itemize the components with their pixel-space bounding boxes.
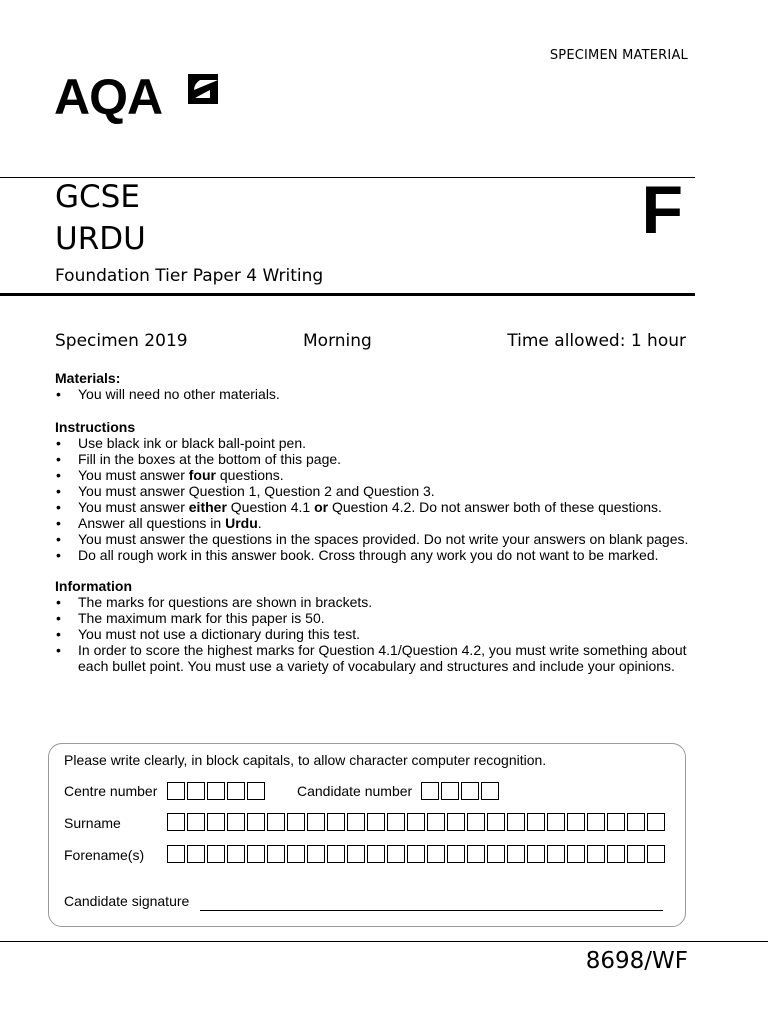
candidate-number-label: Candidate number — [297, 783, 413, 799]
input-cell[interactable] — [347, 845, 365, 863]
qualification-title: GCSE — [55, 179, 140, 215]
materials-list — [55, 386, 715, 402]
input-cell[interactable] — [227, 782, 245, 800]
input-cell[interactable] — [567, 845, 585, 863]
tier-letter: F — [641, 172, 683, 248]
list-item: • You will need no other materials. — [55, 386, 715, 402]
time-of-day: Morning — [303, 331, 372, 351]
input-cell[interactable] — [327, 845, 345, 863]
surname-label: Surname — [64, 815, 121, 831]
input-cell[interactable] — [427, 813, 445, 831]
aqa-swoosh-icon — [184, 74, 218, 104]
header-rule — [0, 177, 695, 178]
input-cell[interactable] — [167, 782, 185, 800]
input-cell[interactable] — [187, 782, 205, 800]
candidate-number-field[interactable] — [421, 782, 501, 800]
input-cell[interactable] — [407, 845, 425, 863]
input-cell[interactable] — [307, 813, 325, 831]
list-item: • The marks for questions are shown in brackets. — [55, 594, 715, 610]
input-cell[interactable] — [527, 845, 545, 863]
list-item: • In order to score the highest marks for Question 4.1/Question 4.2, you must write something about each bullet point. You must use a variety of vocabulary and structures and include your opinions. — [55, 642, 715, 674]
input-cell[interactable] — [507, 813, 525, 831]
centre-number-label: Centre number — [64, 783, 158, 799]
input-cell[interactable] — [607, 845, 625, 863]
input-cell[interactable] — [207, 782, 225, 800]
instructions-list — [55, 435, 715, 563]
input-cell[interactable] — [227, 813, 245, 831]
input-cell[interactable] — [467, 845, 485, 863]
centre-number-field[interactable] — [167, 782, 267, 800]
list-item: • Do all rough work in this answer book. Cross through any work you do not want to be marked. — [55, 547, 715, 563]
input-cell[interactable] — [567, 813, 585, 831]
input-cell[interactable] — [287, 813, 305, 831]
input-cell[interactable] — [421, 782, 439, 800]
input-cell[interactable] — [187, 813, 205, 831]
information-heading: Information — [55, 578, 132, 594]
input-cell[interactable] — [647, 845, 665, 863]
list-item: • You must answer the questions in the spaces provided. Do not write your answers on blank pages. — [55, 531, 715, 547]
input-cell[interactable] — [441, 782, 459, 800]
time-allowed: Time allowed: 1 hour — [507, 331, 686, 351]
input-cell[interactable] — [427, 845, 445, 863]
information-list — [55, 594, 715, 674]
input-cell[interactable] — [307, 845, 325, 863]
input-cell[interactable] — [227, 845, 245, 863]
input-cell[interactable] — [167, 813, 185, 831]
input-cell[interactable] — [327, 813, 345, 831]
materials-heading: Materials: — [55, 370, 121, 386]
list-item: • Answer all questions in Urdu. — [55, 515, 715, 531]
input-cell[interactable] — [447, 845, 465, 863]
logo-text: AQA — [54, 69, 163, 125]
input-cell[interactable] — [267, 813, 285, 831]
input-cell[interactable] — [481, 782, 499, 800]
list-item: • You must not use a dictionary during this test. — [55, 626, 715, 642]
input-cell[interactable] — [607, 813, 625, 831]
input-cell[interactable] — [167, 845, 185, 863]
input-cell[interactable] — [347, 813, 365, 831]
aqa-logo — [54, 69, 163, 125]
input-cell[interactable] — [247, 782, 265, 800]
input-cell[interactable] — [407, 813, 425, 831]
instructions-section — [55, 419, 715, 563]
signature-line[interactable] — [200, 910, 663, 911]
input-cell[interactable] — [287, 845, 305, 863]
input-cell[interactable] — [207, 845, 225, 863]
input-cell[interactable] — [367, 813, 385, 831]
paper-title: Foundation Tier Paper 4 Writing — [55, 266, 324, 286]
input-cell[interactable] — [187, 845, 205, 863]
candidate-box-intro: Please write clearly, in block capitals, to allow character computer recognition. — [64, 752, 547, 768]
input-cell[interactable] — [627, 845, 645, 863]
subject-title: URDU — [55, 221, 146, 257]
title-rule — [0, 293, 695, 296]
information-section — [55, 578, 715, 674]
input-cell[interactable] — [487, 845, 505, 863]
input-cell[interactable] — [267, 845, 285, 863]
forename-label: Forename(s) — [64, 847, 145, 863]
input-cell[interactable] — [461, 782, 479, 800]
input-cell[interactable] — [387, 845, 405, 863]
materials-section — [55, 370, 715, 402]
list-item: • You must answer Question 1, Question 2 and Question 3. — [55, 483, 715, 499]
input-cell[interactable] — [647, 813, 665, 831]
specimen-label: SPECIMEN MATERIAL — [549, 48, 688, 63]
input-cell[interactable] — [367, 845, 385, 863]
input-cell[interactable] — [547, 813, 565, 831]
list-item: • You must answer four questions. — [55, 467, 715, 483]
input-cell[interactable] — [527, 813, 545, 831]
input-cell[interactable] — [247, 813, 265, 831]
input-cell[interactable] — [467, 813, 485, 831]
input-cell[interactable] — [387, 813, 405, 831]
session-label: Specimen 2019 — [55, 331, 188, 351]
input-cell[interactable] — [587, 845, 605, 863]
list-item: • Fill in the boxes at the bottom of this page. — [55, 451, 715, 467]
input-cell[interactable] — [627, 813, 645, 831]
input-cell[interactable] — [587, 813, 605, 831]
paper-code: 8698/WF — [585, 948, 688, 974]
input-cell[interactable] — [507, 845, 525, 863]
list-item: • Use black ink or black ball-point pen. — [55, 435, 715, 451]
input-cell[interactable] — [207, 813, 225, 831]
instructions-heading: Instructions — [55, 419, 136, 435]
input-cell[interactable] — [247, 845, 265, 863]
footer-rule — [0, 941, 768, 942]
input-cell[interactable] — [447, 813, 465, 831]
input-cell[interactable] — [487, 813, 505, 831]
forename-field[interactable] — [167, 845, 667, 863]
surname-field[interactable] — [167, 813, 667, 831]
list-item: • The maximum mark for this paper is 50. — [55, 610, 715, 626]
list-item: • You must answer either Question 4.1 or Question 4.2. Do not answer both of these questions. — [55, 499, 715, 515]
input-cell[interactable] — [547, 845, 565, 863]
signature-label: Candidate signature — [64, 893, 190, 909]
